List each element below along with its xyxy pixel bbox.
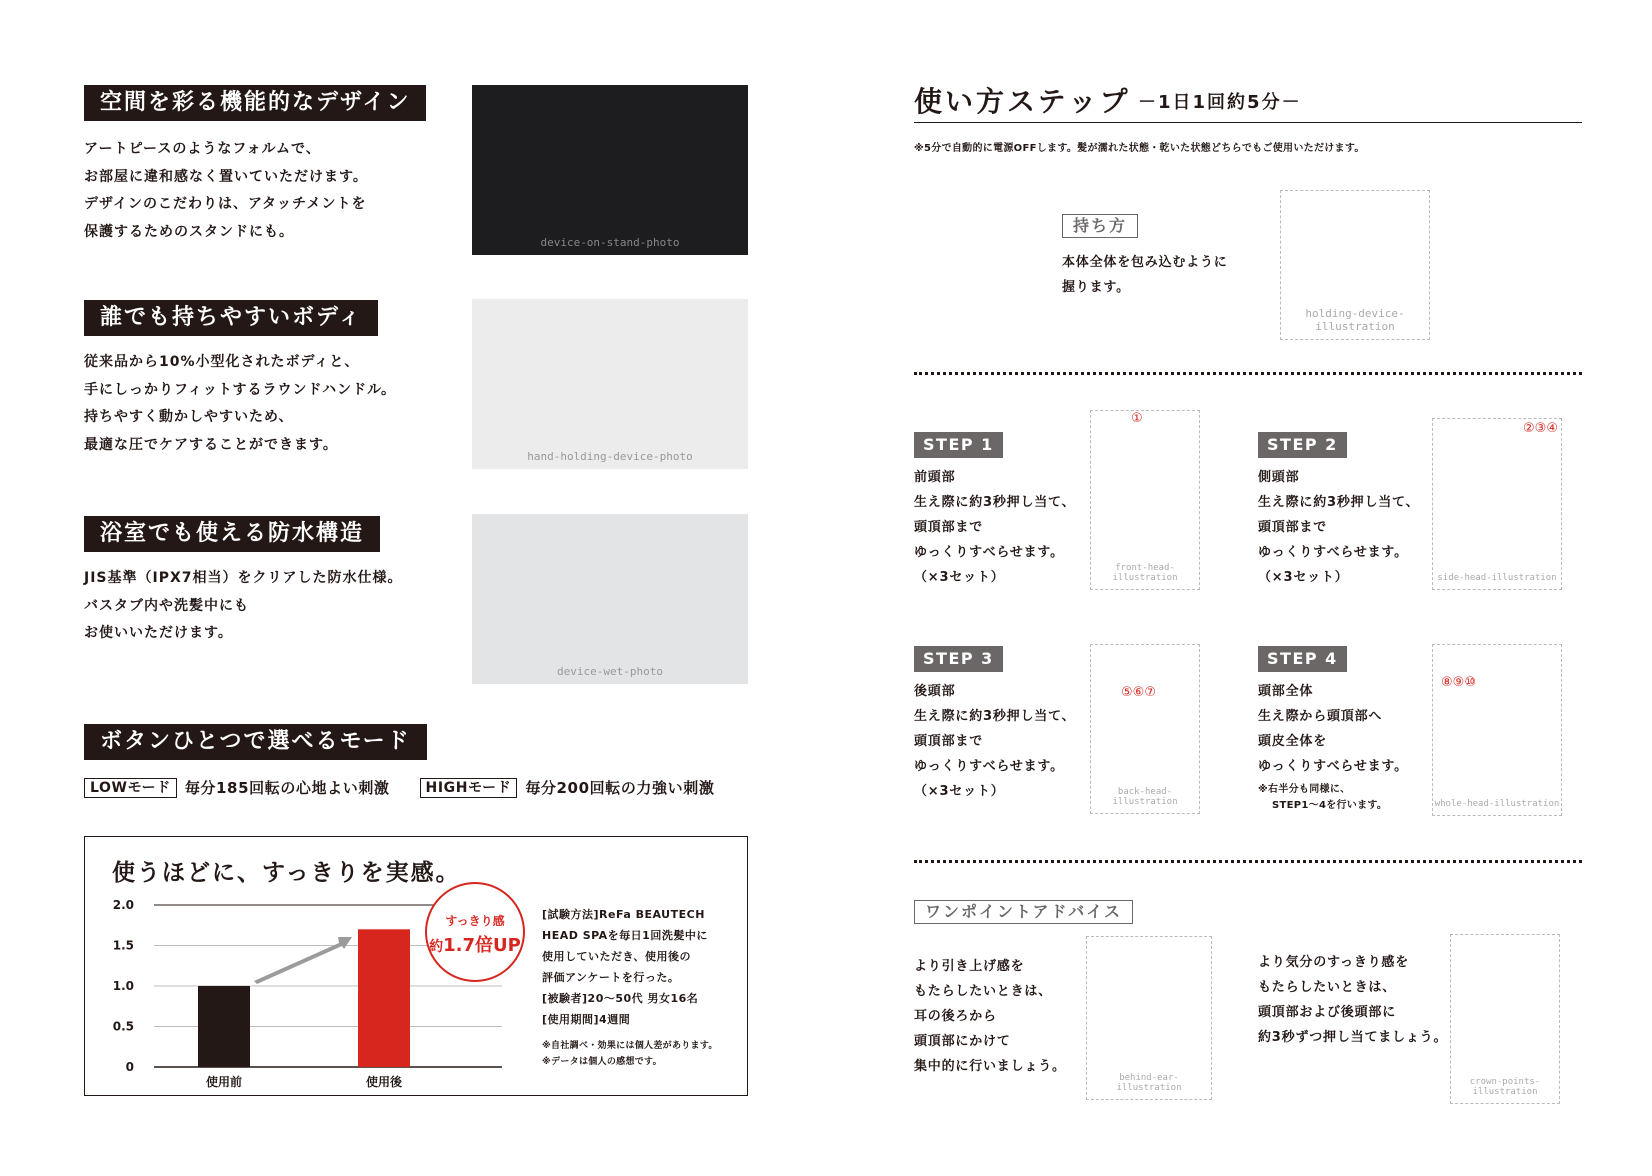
text-line: （×3セット） [914,784,1005,799]
text-line: 頭頂部まで [914,520,984,535]
step-mark: ⑥ [1132,685,1145,700]
text-line: 手にしっかりフィットするラウンドハンドル。 [84,381,397,398]
bar [358,929,410,1067]
step4-text [1258,679,1408,779]
text-line: 評価アンケートを行った。 [542,971,680,984]
text-line: 握ります。 [1062,280,1130,295]
text-line: 頭皮全体を [1258,734,1328,749]
text-line: 頭頂部まで [914,734,984,749]
text-line: お部屋に違和感なく置いていただけます。 [84,168,368,185]
badge-number: 1.7倍 [443,935,494,956]
text-line: ゆっくりすべらせます。 [1258,759,1408,774]
section-heading-body: 誰でも持ちやすいボディ [84,300,378,336]
section-text-design [84,136,368,246]
photo-placeholder-label: hand-holding-device-photo [527,450,693,463]
illustration-placeholder-label: side-head-illustration [1437,573,1557,583]
test-method-text [542,904,708,1030]
section-heading-waterproof: 浴室でも使える防水構造 [84,516,380,552]
step-mark: ④ [1546,421,1558,436]
text-line: より気分のすっきり感を [1258,955,1410,970]
y-tick-label: 1.0 [112,979,134,993]
illustration-placeholder-label: back-head-illustration [1112,787,1178,807]
note-line: ※データは個人の感想です。 [542,1057,662,1067]
text-line: 頭頂部および後頭部に [1258,1005,1397,1020]
text-line: 側頭部 [1258,470,1300,485]
text-line: 持ちやすく動かしやすいため、 [84,409,294,425]
illustration-placeholder-label: holding-device-illustration [1305,307,1405,333]
usage-note: ※5分で自動的に電源OFFします。髪が濡れた状態・乾いた状態どちらでもご使用いただけます。 [914,143,1365,154]
text-line: （×3セット） [1258,570,1349,585]
mode-row [84,777,714,798]
step-mark: ③ [1534,421,1547,436]
badge-line2 [427,931,523,957]
text-line: デザインのこだわりは、アタッチメントを [84,196,367,212]
text-line: 後頭部 [914,684,956,699]
text-line: 保護するためのスタンドにも。 [84,223,294,240]
high-mode-desc: 毎分200回転の力強い刺激 [525,779,715,797]
hand-holding-device-photo [472,299,748,469]
illustration-placeholder-label: behind-ear-illustration [1116,1073,1182,1093]
section-heading-mode: ボタンひとつで選べるモード [84,724,427,760]
text-line: 使用していただき、使用後の [542,950,692,963]
text-line: 生え際に約3秒押し当て、 [1258,495,1420,510]
step3-label: STEP 3 [914,646,1003,672]
text-line: 集中的に行いましょう。 [914,1059,1066,1074]
text-line: 生え際に約3秒押し当て、 [914,709,1076,724]
step-mark: ⑩ [1464,675,1476,690]
text-line: 従来品から10%小型化されたボディと、 [84,354,360,370]
step4-label: STEP 4 [1258,646,1347,672]
x-category-label: 使用前 [205,1075,243,1089]
text-line: JIS基準（IPX7相当）をクリアした防水仕様。 [84,570,403,586]
section-text-waterproof [84,565,403,648]
y-tick-label: 0 [125,1060,134,1074]
text-line: 最適な圧でケアすることができます。 [84,436,338,453]
note-line: ※右半分も同様に、 [1258,784,1351,795]
illustration-placeholder-label: crown-points-illustration [1469,1077,1541,1097]
step-mark: ① [1131,411,1143,426]
y-tick-label: 1.5 [112,938,134,953]
text-line: 耳の後ろから [914,1009,997,1024]
side-head-illustration [1432,418,1562,590]
x-category-label: 使用後 [365,1075,403,1089]
text-line: 生え際に約3秒押し当て、 [914,495,1076,510]
advice-label: ワンポイントアドバイス [914,900,1133,924]
step3-text [914,679,1075,804]
step-mark: ⑦ [1144,685,1156,700]
step-mark: ② [1523,421,1535,436]
text-line: （×3セット） [914,570,1005,585]
step-marks [1523,421,1558,436]
step-mark: ⑧ [1441,675,1453,690]
note-line: ※自社調べ・効果には個人差があります。 [542,1041,718,1051]
low-mode-desc: 毎分185回転の心地よい刺激 [184,779,390,797]
photo-placeholder-label: device-on-stand-photo [540,236,680,249]
text-line: [試験方法]ReFa BEAUTECH [542,908,705,921]
text-line: [使用期間]4週間 [542,1013,631,1026]
badge-suffix: UP [493,935,521,956]
step-marks [1441,675,1476,690]
text-line: 頭頂部にかけて [914,1034,1011,1049]
step1-label: STEP 1 [914,432,1003,458]
text-line: ゆっくりすべらせます。 [1258,545,1408,560]
text-line: 生え際から頭頂部へ [1258,709,1383,724]
note-line: STEP1～4を行います。 [1272,800,1388,811]
hold-text [1062,250,1228,300]
dotted-divider-2 [914,860,1582,863]
badge-line1: すっきり感 [445,914,505,928]
y-tick-label: 2.0 [112,898,134,912]
badge-prefix: 約 [429,939,444,955]
high-mode-label: HIGHモード [420,778,518,798]
text-line: アートピースのようなフォルムで、 [84,141,321,157]
behind-ear-illustration [1086,936,1212,1100]
chart-x-labels [206,1074,403,1089]
text-line: お使いいただけます。 [84,625,233,641]
illustration-placeholder-label: whole-head-illustration [1434,799,1560,809]
whole-head-illustration [1432,644,1562,816]
bar [198,986,250,1067]
text-line: ゆっくりすべらせます。 [914,759,1064,774]
result-badge [425,882,525,982]
step-mark: ⑨ [1452,675,1465,690]
photo-placeholder-label: device-wet-photo [557,665,663,678]
low-mode-label: LOWモード [84,778,177,798]
text-line: ゆっくりすべらせます。 [914,545,1064,560]
advice1-text [914,954,1066,1079]
step4-notes [1258,782,1387,814]
section-text-body [84,349,396,459]
step2-text [1258,465,1419,590]
text-line: もたらしたいときは、 [1258,980,1397,995]
device-wet-photo [472,514,748,684]
advice2-text [1258,950,1447,1050]
step-marks [1121,685,1156,700]
title-underline [914,122,1582,123]
text-line: 頭部全体 [1258,684,1314,699]
text-line: [被験者]20～50代 男女16名 [542,992,699,1005]
front-head-illustration [1090,410,1200,590]
page-subtitle: －1日1回約5分－ [1138,92,1302,113]
step1-text [914,465,1075,590]
text-line: 本体全体を包み込むように [1062,255,1228,270]
text-line: もたらしたいときは、 [914,984,1053,999]
back-head-illustration [1090,644,1200,814]
text-line: HEAD SPAを毎日1回洗髪中に [542,929,708,942]
hold-label: 持ち方 [1062,214,1138,238]
chart-title: 使うほどに、すっきりを実感。 [112,860,461,886]
page-title: 使い方ステップ [914,85,1131,118]
step-mark: ⑤ [1121,685,1133,700]
chart-notes [542,1038,718,1070]
step2-label: STEP 2 [1258,432,1347,458]
chart-bars [198,929,410,1067]
text-line: 約3秒ずつ押し当てましょう。 [1258,1030,1448,1045]
holding-device-illustration [1280,190,1430,340]
crown-points-illustration [1450,934,1560,1104]
text-line: 前頭部 [914,470,956,485]
text-line: より引き上げ感を [914,959,1025,974]
text-line: バスタブ内や洗髪中にも [84,597,249,614]
text-line: 頭頂部まで [1258,520,1328,535]
device-on-stand-photo [472,85,748,255]
increase-arrow [254,937,352,984]
y-tick-label: 0.5 [112,1019,134,1034]
section-heading-design: 空間を彩る機能的なデザイン [84,85,426,121]
dotted-divider-1 [914,372,1582,375]
illustration-placeholder-label: front-head-illustration [1112,563,1178,583]
chart-y-ticks [113,898,134,1074]
